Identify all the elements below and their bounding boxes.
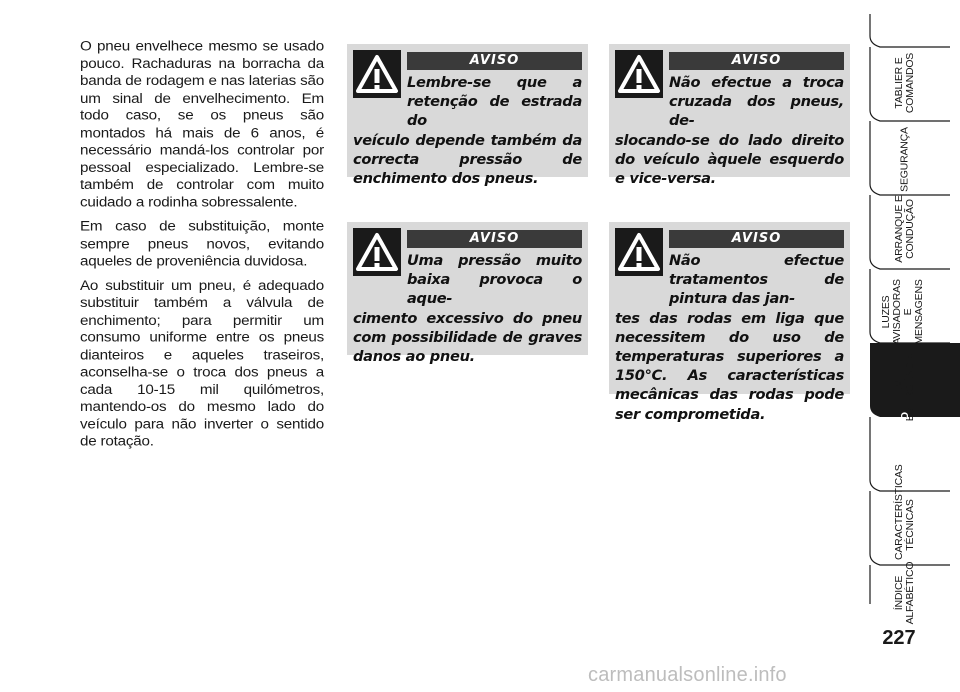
tab-tablier[interactable]: [894, 48, 916, 118]
paragraph: O pneu envelhece mesmo se usado pouco. Rachaduras na borracha da banda de rodagem e nas laterias são um sinal de envelhecimento. Em todo caso, se os pneus são montados há mais de 6 anos, é necessário mandá-los controlar por pessoal especializado. Lembre-se também de controlar com muito cuidado a rodinha sobressalente.: [80, 38, 324, 210]
warning-text-rest: tes das rodas em liga que necessitem do uso de temperaturas superiores a 150°C. As características mecânicas das rodas pode ser comprometida.: [615, 309, 844, 423]
warning-text-rest: slocando-se do lado direito do veículo àquele esquerdo e vice-versa.: [615, 131, 844, 188]
tab-label: MANUTENÇÃO DO VEÍCULO: [899, 412, 922, 486]
tab-indice[interactable]: [894, 558, 916, 628]
warning-text-first: Não efectue a troca cruzada dos pneus, de-: [669, 74, 844, 130]
warning-label: AVISO: [407, 52, 582, 70]
warning-triangle-icon: [353, 228, 401, 276]
paragraph: Em caso de substituição, monte sempre pneus novos, evitando aqueles de proveniência duvidosa.: [80, 219, 324, 269]
tab-label: CARACTERÍSTICAS TÉCNICAS: [893, 464, 916, 560]
paragraph: Ao substituir um pneu, é adequado substituir também a válvula de enchimento; para permitir um consumo uniforme entre os pneus dianteiros e aqueles traseiros, aconselha-se o troca dos pneus a cada 10-15 mil quilómetros, mantendo-os do mesmo lado do veículo para não inverter o sentido de rotação.: [80, 278, 324, 450]
warning-text-first: Uma pressão muito baixa provoca o aque-: [407, 252, 582, 308]
tab-arranque[interactable]: [894, 194, 916, 264]
tab-label: SEGURANÇA: [898, 127, 911, 192]
warning-text-first: Não efectue tratamentos de pintura das jan-: [669, 252, 844, 308]
warning-box: [609, 44, 850, 188]
body-text: [80, 38, 324, 458]
warning-box: [347, 222, 588, 366]
tab-seguranca[interactable]: [900, 125, 911, 195]
warning-label: AVISO: [669, 52, 844, 70]
warning-label: AVISO: [669, 230, 844, 248]
warning-triangle-icon: [615, 228, 663, 276]
warning-box: [347, 44, 588, 188]
warning-triangle-icon: [615, 50, 663, 98]
warning-triangle-icon: [353, 50, 401, 98]
warning-label: AVISO: [407, 230, 582, 248]
tab-label: TABLIER E COMANDOS: [893, 52, 916, 114]
warning-text-rest: veículo depende também da correcta pressão de enchimento dos pneus.: [353, 131, 582, 188]
tab-luzes[interactable]: [881, 277, 925, 347]
tab-label: ARRANQUE E CONDUÇÃO: [893, 195, 916, 263]
watermark-text: carmanualsonline.info: [588, 664, 787, 686]
page-number: 227: [882, 627, 916, 649]
warning-text-first: Lembre-se que a retenção de estrada do: [407, 74, 582, 130]
tab-caracteristicas[interactable]: [893, 464, 916, 560]
warning-text-rest: cimento excessivo do pneu com possibilidade de graves danos ao pneu.: [353, 309, 582, 366]
tab-label: LUZES AVISADORAS E MENSAGENS: [880, 279, 925, 345]
chapter-index-tabs: [866, 14, 960, 625]
warning-box: [609, 222, 850, 423]
tab-label: ÍNDICE ALFABÉTICO: [893, 561, 916, 625]
tab-label: EM EMERGÊNCIA: [893, 352, 916, 422]
